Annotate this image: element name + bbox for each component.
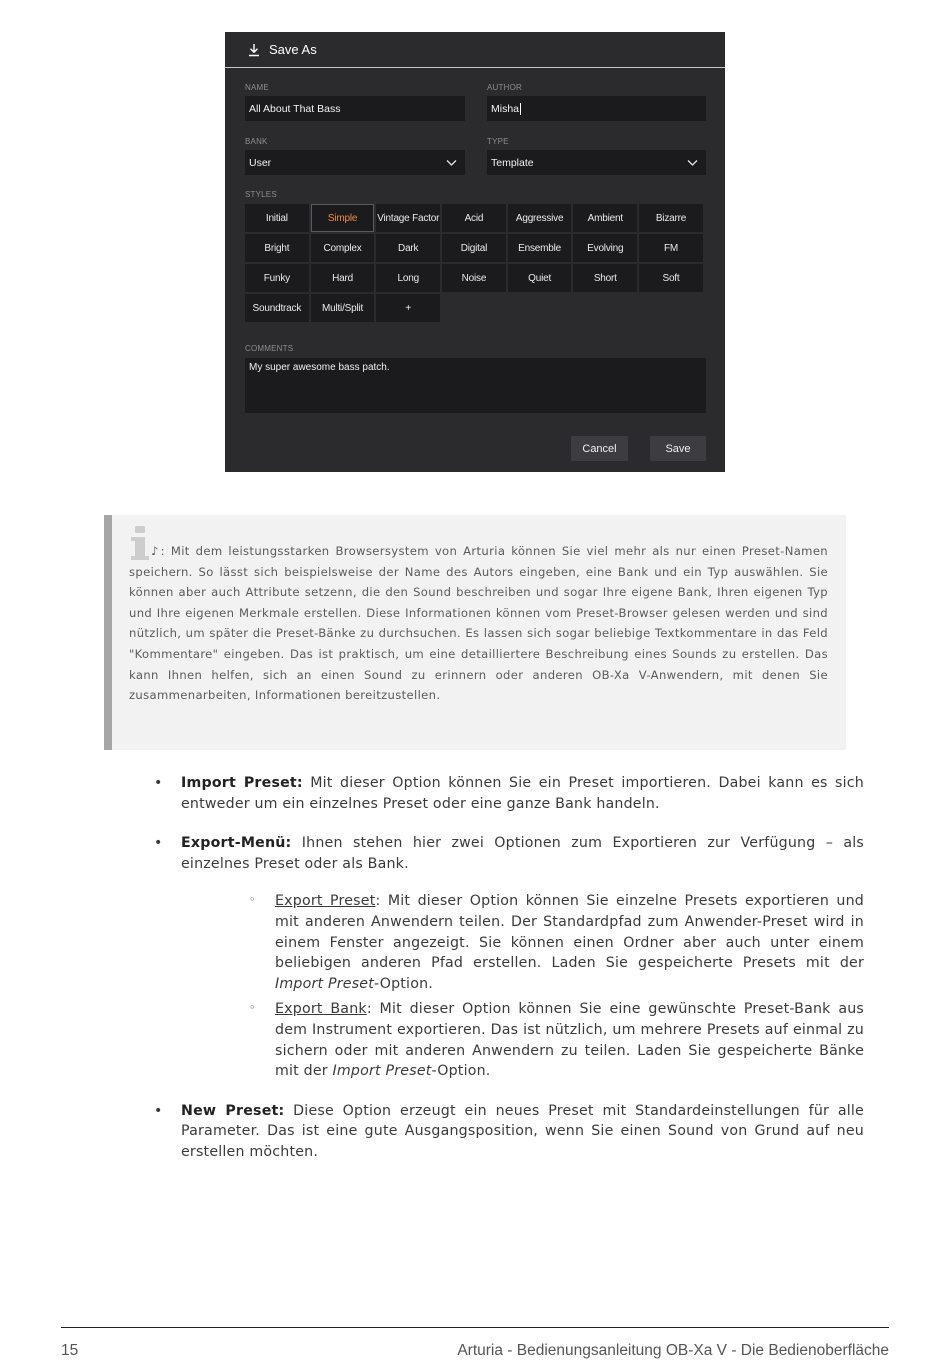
save-as-dialog xyxy=(225,32,725,472)
bullet-dot: • xyxy=(154,775,163,791)
style-tag[interactable]: Digital xyxy=(442,234,506,262)
list-item-export-bank xyxy=(154,999,864,1081)
style-tag[interactable]: Soft xyxy=(639,264,703,292)
style-tag[interactable]: Soundtrack xyxy=(245,294,309,322)
export-bank-link[interactable]: Export Bank xyxy=(275,1001,367,1018)
export-menu-text: Ihnen stehen hier zwei Optionen zum Exportieren zur Verfügung – als einzelnes Preset oder als Bank. xyxy=(181,835,864,872)
export-bank-text: : Mit dieser Option können Sie eine gewünschte Preset-Bank aus dem Instrument exportieren. Das ist nützlich, um mehrere Presets auf einmal zu sichern oder mit anderen Anwendern zu teilen. Laden Sie gespeicherte Bänke mit der xyxy=(275,1001,864,1080)
export-bank-em: Import Preset xyxy=(332,1063,432,1080)
footer-divider xyxy=(61,1327,889,1328)
style-tag[interactable]: Long xyxy=(376,264,440,292)
export-preset-link[interactable]: Export Preset xyxy=(275,893,376,910)
style-tag[interactable]: Noise xyxy=(442,264,506,292)
export-preset-em: Import Preset xyxy=(275,975,374,992)
option-list xyxy=(154,773,864,1182)
export-submenu xyxy=(154,891,864,1081)
cancel-button[interactable]: Cancel xyxy=(571,436,628,461)
style-tag[interactable]: Bright xyxy=(245,234,309,262)
author-value: Misha xyxy=(491,102,520,115)
style-tag[interactable]: Complex xyxy=(311,234,375,262)
styles-label: STYLES xyxy=(245,190,277,199)
style-tag-selected[interactable]: Simple xyxy=(311,204,375,232)
sub-bullet: ◦ xyxy=(249,1001,256,1015)
page-number: 15 xyxy=(61,1342,79,1359)
note-text: ♪: Mit dem leistungsstarken Browsersystem von Arturia können Sie viel mehr als nur einen Preset-Namen speichern. So lässt sich beispielsweise der Name des Autors eingeben, eine Bank und ein Typ auswählen. Sie können aber auch Attribute setzenn, die den Sound beschreiben und sogar Ihre eigene Bank, Ihren eigenen Typ und Ihre eigenen Merkmale erstellen. Diese Informationen können vom Preset-Browser gelesen werden und sind nützlich, um später die Preset-Bänke zu durchsuchen. Es lassen sich sogar beliebige Textkommentare in das Feld "Kommentare" eingeben. Das ist praktisch, um eine detailliertere Beschreibung eines Sounds zu erstellen. Das kann Ihnen helfen, sich an einen Sound zu erinnern oder anderen OB-Xa V-Anwendern, mit denen Sie zusammenarbeiten, Informationen bereitzustellen. xyxy=(129,544,828,703)
new-preset-text: Diese Option erzeugt ein neues Preset mit Standardeinstellungen für alle Parameter. Das ist eine gute Ausgangsposition, wenn Sie einen Sound von Grund auf neu erstellen möchten. xyxy=(181,1102,864,1160)
style-tag[interactable]: Funky xyxy=(245,264,309,292)
style-tag[interactable]: Acid xyxy=(442,204,506,232)
style-tag[interactable]: Ambient xyxy=(573,204,637,232)
export-preset-text: : Mit dieser Option können Sie einzelne Presets exportieren und mit anderen Anwendern teilen. Der Standardpfad zum Anwender-Preset wird in einem Fenster angezeigt. Sie können einen Ordner aber auch unter einem beliebigen anderen Pfad erstellen. Laden Sie gespeicherte Presets mit der xyxy=(275,893,864,972)
footer-title: Arturia - Bedienungsanleitung OB-Xa V - Die Bedienoberfläche xyxy=(457,1342,889,1359)
bank-label: BANK xyxy=(245,137,268,146)
list-item-export-menu xyxy=(154,833,864,874)
save-button[interactable]: Save xyxy=(650,436,706,461)
styles-row xyxy=(245,264,703,292)
style-tag[interactable]: Vintage Factor xyxy=(376,204,440,232)
import-preset-text: Mit dieser Option können Sie ein Preset importieren. Dabei kann es sich entweder um ein einzelnes Preset oder eine ganze Bank handeln. xyxy=(181,775,864,812)
list-item-import-preset xyxy=(154,773,864,814)
comments-value: My super awesome bass patch. xyxy=(249,362,390,373)
style-tag[interactable]: Hard xyxy=(311,264,375,292)
info-icon xyxy=(131,523,151,565)
export-bank-tail: -Option. xyxy=(431,1063,491,1080)
list-item-export-preset xyxy=(154,891,864,994)
style-tag[interactable]: Evolving xyxy=(573,234,637,262)
bank-value: User xyxy=(249,156,272,169)
style-tag[interactable]: Multi/Split xyxy=(311,294,375,322)
import-preset-title: Import Preset: xyxy=(181,775,303,791)
author-label: AUTHOR xyxy=(487,83,522,92)
bank-select[interactable] xyxy=(245,150,465,175)
export-preset-tail: -Option. xyxy=(374,975,433,992)
name-field[interactable] xyxy=(245,96,465,121)
info-note xyxy=(104,515,846,750)
download-icon xyxy=(247,43,261,57)
bullet-dot: • xyxy=(154,1102,163,1119)
dialog-title: Save As xyxy=(269,42,317,57)
chevron-down-icon xyxy=(446,157,457,168)
style-tag[interactable]: Ensemble xyxy=(508,234,572,262)
styles-row xyxy=(245,204,703,232)
style-tag[interactable]: Dark xyxy=(376,234,440,262)
styles-row xyxy=(245,294,703,322)
style-tag[interactable]: Aggressive xyxy=(508,204,572,232)
new-preset-title: New Preset: xyxy=(181,1102,285,1119)
add-style-button[interactable]: + xyxy=(376,294,440,322)
list-item-new-preset xyxy=(154,1101,864,1163)
comments-label: COMMENTS xyxy=(245,344,294,353)
name-value: All About That Bass xyxy=(249,102,341,115)
sub-bullet: ◦ xyxy=(249,893,256,907)
style-tag[interactable]: Initial xyxy=(245,204,309,232)
style-tag[interactable]: Short xyxy=(573,264,637,292)
type-label: TYPE xyxy=(487,137,509,146)
style-tag[interactable]: Bizarre xyxy=(639,204,703,232)
style-tag[interactable]: FM xyxy=(639,234,703,262)
export-menu-title: Export-Menü: xyxy=(181,835,292,852)
text-cursor xyxy=(520,103,521,115)
chevron-down-icon xyxy=(687,157,698,168)
dialog-header xyxy=(225,32,725,68)
author-field[interactable] xyxy=(487,96,706,121)
style-tag[interactable]: Quiet xyxy=(508,264,572,292)
styles-row xyxy=(245,234,703,262)
comments-field[interactable] xyxy=(245,358,706,413)
bullet-dot: • xyxy=(154,835,163,852)
type-value: Template xyxy=(491,156,534,169)
styles-grid xyxy=(245,204,703,324)
name-label: NAME xyxy=(245,83,269,92)
type-select[interactable] xyxy=(487,150,706,175)
